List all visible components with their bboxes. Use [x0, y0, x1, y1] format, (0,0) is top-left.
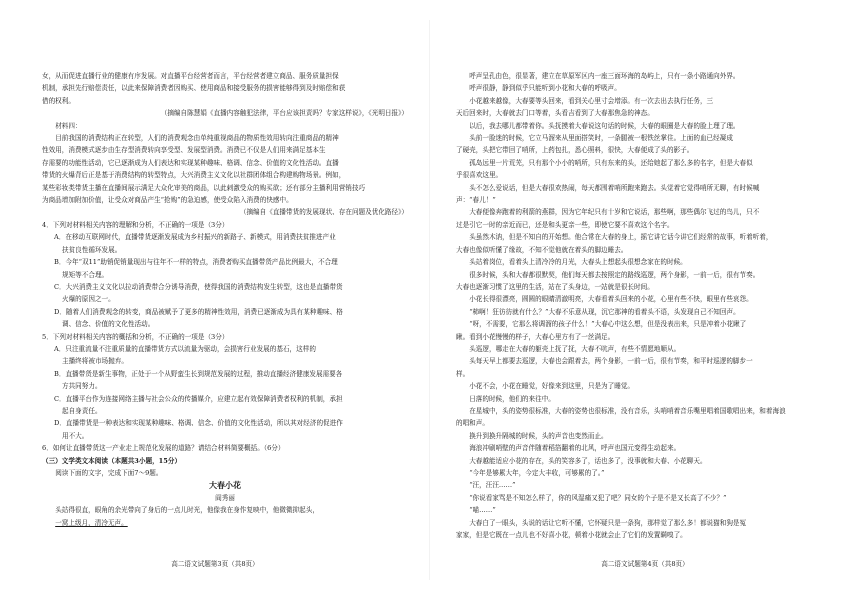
answer-option: B．今年“双11”助销促销量现出与往年不一样的特点，消费者购买直播带货产品比例最大，不合理: [54, 258, 338, 267]
right-column: [456, 70, 820, 541]
text-line: 女，从而促进直播行业的健康有序发展。对直播平台经营者而言，平台经营者建立商品、服务质量担保: [42, 72, 339, 80]
text-line: 过是引它一时的亲近而已，还是和头更亲一些，即使它要不喜欢这个名字。: [456, 220, 674, 229]
answer-option: 扶贫良性循环发展。: [62, 245, 122, 254]
page-footer-right: 高二语文试题第4页（共8页）: [601, 560, 689, 568]
text-line: 样。: [456, 369, 470, 378]
section-heading: （三）文学类文本阅读（本题共3小题，15分）: [42, 456, 182, 465]
text-line: 在星城中，头的姿势很标准，大春的姿势也很标准，没有音乐，头哨哨着音乐嘴里唱着国歌唱出来，和着海浪: [469, 406, 786, 415]
text-line: 瞅。看到小花慢慢的样子，大春心里方有了一丝满足。: [456, 332, 615, 341]
text-line: 头前一脸迷的时候，它立马溜来从里面搭笑时，一条腿被一根铁丝掌住。上面的血已经凝成: [469, 134, 733, 143]
answer-option: 主播终将被市场抛弃。: [62, 357, 128, 366]
question: 4．下列对材料相关内容的理解和分析，不正确的一项是（3分）: [42, 220, 229, 229]
text-line: 大春越能适应小花的存在，头的笑容多了，话也多了，没事就和大春、小花聊天。: [469, 456, 707, 465]
text-line: 声：“春儿！”: [456, 196, 496, 205]
text-line: 呼声很静，静到似乎只能听到小花和大春的呼吸声。: [469, 84, 621, 93]
answer-option: A．在移动互联网时代，直播带货逐渐发展成为乡村振兴的新路子、新模式，用消费扶贫推进产业: [54, 233, 336, 242]
text-line: 天后回来时，大春就去门口等着，头看吉看到了大春那焦急的神态。: [456, 109, 654, 118]
text-line: 大春便像奔跑着的利箭的燕群，因为它年纪只有十岁和它说话，那些啊，那些偶尔飞过的鸟儿，只不: [469, 208, 760, 217]
text-line: 小花不会，小花在睡觉，好像来到这里，只是为了睡觉。: [469, 382, 635, 391]
text-line: 为商品增加附加价值，让受众对商品产生“抢购”的急迫感，使受众陷入消费的快感中。: [42, 196, 293, 205]
text-line: “呀，不需要，它那么将调溜的孩子什么！”大春心中这么想，但是没表出来，只是冲着小花瞅了: [469, 320, 747, 329]
text-line: 大春也像似听懂了缘故，不知不觉他就在着头的脚边睡去。: [456, 245, 628, 254]
text-line: “柿啊！狂彷彷就有什么？”大春不乐意从现，沉它那神的看着头不语，头发现自己不知回声。: [469, 307, 740, 316]
text-line: “你说看家骂是不知怎么样了，你的风湿痛又犯了吧？同女的个子是不是又长高了不少？”: [469, 493, 727, 502]
answer-option: B．直播带货是新生事物，正处于一个从野蛮生长到规范发展的过程，推动直播经济健康发展需要各: [54, 369, 343, 378]
text-line: 头每天早上都要去巡逻，大春也会跟着去，两个身影，一前一后，很有节奏，和平时巡逻的脚步一: [469, 357, 753, 366]
text-line: 一窝上级月，清冷无声。: [55, 518, 128, 527]
text-line: 的唱和声。: [456, 419, 489, 428]
answer-option: C．直播平台作为连接网络主播与社会公众的传播媒介，应建立起有效保障消费者权利的机制，承担: [54, 394, 343, 403]
text-line: 了硬壳，头把它带回了哨所，上药包扎，悉心照料，很快，大春便成了头的影子。: [456, 146, 694, 155]
text-line: 小花越来越像，大春要等头回来，看到关心里寸会增添。有一次去出去执行任务，三: [469, 96, 714, 105]
text-line: 借的权利。: [42, 96, 75, 105]
text-line: 头站着岗位，看着头上清冷冷的月光，大春头上想起头很想念家在的时候。: [469, 258, 687, 267]
text-line: 头巡逻，哪走在大春的躯壳上抚了抚，大春不吭声，有些不情愿地顺从。: [469, 344, 681, 353]
answer-option: A．只注重流量不注重质量的直播带货方式以流量为驱动，会损害行业发展的基石，这样的: [54, 344, 316, 353]
story-title: 大春小花: [209, 480, 241, 491]
answer-option: 起自身责任。: [62, 406, 102, 415]
left-column: [42, 70, 408, 529]
text-line: 头虽然木讷，但是不知自的开始想。他合常在大春的身上，摇它讲它话今讲它们经常的故事，听着听着，: [469, 233, 773, 242]
text-line: 存需要的功能性活动，它已逐渐成为人们表达和实现某种趣味、格调、信念、价值的文化性活动。直播: [42, 158, 339, 167]
text-line: 呼声呈孔由色，很显著，建立在草原军区内一座三面环海的岛屿上，只有一条小路通向外界。: [469, 72, 740, 80]
source-citation: （摘编自陈慧娟《直播内容触犯法律，平台应该担责吗？专家这样说》，《光明日报》）: [160, 109, 408, 118]
text-line: 头站得很直，眼角的余光带向了身后的一点儿时光，他像我在身作复映中，他微微抑起头，: [55, 506, 319, 515]
page-footer-left: 高二语文试题第3页（共8页）: [171, 560, 259, 568]
question: 5．下列对材料相关内容的概括和分析，不正确的一项是（3分）: [42, 332, 229, 341]
text-line: “汪，汪汪……”: [469, 481, 516, 490]
text-line: “今年是够累大年，今定大丰收，可够累的了。”: [469, 469, 605, 477]
text-line: 材料四：: [55, 121, 82, 130]
text-line: 大春白了一眼头，头说的话让它听不懂，它怀疑只是一条狗，那样觉了那么多！都说猫和狗是冤: [469, 518, 747, 527]
answer-option: D．随着人们消费观念的转变，商品被赋予了更多的精神性效用，消费已逐渐成为具有某种趣味、格: [54, 307, 343, 316]
text-line: 孤岛远里一片荒芜，只有那个小小的哨所，只有东来的头，还给她起了那么多的名字，但是大春似: [469, 158, 753, 167]
text-line: 某些彩妆类带货主播在直播间展示满足大众化审美的商品，以此刺激受众的购买欲；还有部分主播利用营销技巧: [42, 183, 366, 192]
answer-option: D．直播带货是一种表达和实现某种趣味、格调、信念、价值的文化性活动，所以其对经济的促进作: [54, 419, 343, 428]
answer-option: 用不大。: [62, 431, 89, 440]
text-line: 性效用，消费模式逐步由生存型消费转向享受型、发展型消费。消费已不仅是人们用来满足基本生: [42, 146, 326, 155]
text-line: 以后，我去哪儿都带着你。头抚摸着大春说这句话的时候，大春的眼圈是大春的脸上理了理。: [469, 121, 740, 130]
text-line: 换升到换升隔城的时候，头的声音也变然而止。: [469, 431, 608, 440]
text-line: 目前我国的消费结构正在转型，人们的消费观念由单纯重视商品的物质性效用转向注重商品的精神: [55, 134, 339, 143]
source-citation: （摘编自《直播带货的发展现状、存在问题及优化路径》）: [239, 208, 408, 217]
text-line: 乎很喜欢这里。: [456, 171, 503, 180]
text-line: 带货的火爆背后正是基于消费结构的转型特点，大兴消费主义文化以社群团体组合构建购物场景。例如，: [42, 171, 346, 180]
page-right: [430, 0, 860, 608]
answer-option: 调、信念、价值的文化性活动。: [62, 320, 155, 329]
story-author: 阎秀丽: [215, 493, 235, 502]
text-line: 大春也逐渐习惯了这里的生活，站在了头身边，一站就是很长时间。: [456, 282, 654, 291]
text-line: 日落的时候，他们的来往中。: [469, 394, 555, 403]
text-line: 很多时候，头和大春都很默契，他们每天都去按照定的路线巡逻，两个身影，一前一后，很有节奏。: [469, 270, 760, 279]
text-line: 头不怎么爱说话，但是大春很欢热闹，每天都围着哨所跑来跑去。头觉着它觉得哨所无聊，有时候喊: [469, 183, 760, 192]
answer-option: C．大兴消费主义文化以拉动消费带合分诱导消费，使得我国的消费结构发生转型，这也是直播带货: [54, 282, 343, 291]
question: 6．如何让直播带货这一产业走上规范化发展的道路？请结合材料简要概括。（6分）: [42, 444, 285, 453]
text-line: 机制，承担先行赔偿责任，以此来保障消费者因购买、使用商品和接受服务的损害能够得到及时赔偿和获: [42, 84, 346, 93]
text-line: 家家，但是它既在一点儿也不好喜小花，顿着小花就会止了它们的发置瞒嗅了。: [456, 531, 687, 540]
text-line: 小花长得很漂亮，圆圆的眼睛清澈明亮，大春看着头回来的小花，心里有些不快，眼里有些哀怨。: [469, 295, 753, 304]
text-line: 阅读下面的文字，完成下面7～9题。: [55, 469, 163, 477]
text-line: “喵……”: [469, 506, 496, 515]
answer-option: 方共同努力。: [62, 382, 102, 391]
answer-option: 火爆的原因之一。: [62, 295, 115, 304]
text-line: 海浪冲刷哨壁的声音伴随着稻箔翻着的北风，呼声也国元变得生动起来。: [469, 444, 681, 453]
answer-option: 规矩等不合理。: [62, 270, 109, 279]
